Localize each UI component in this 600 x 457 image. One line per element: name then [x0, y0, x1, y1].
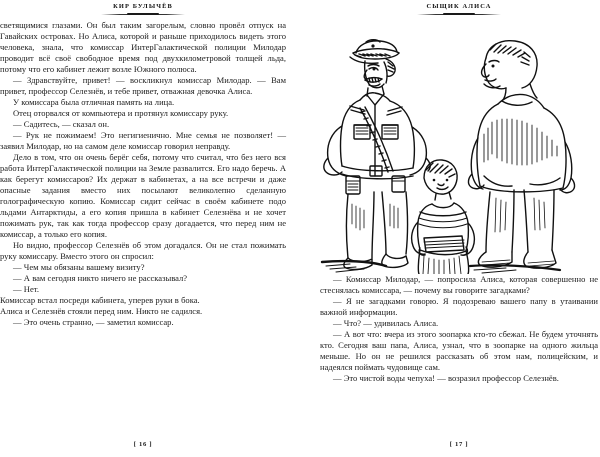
paragraph: — Я не загадками говорю. Я подозреваю вашего папу в утаивании важной информации. — [320, 296, 598, 318]
paragraph: У комиссара была отличная память на лица. — [13, 97, 175, 108]
paragraph: — Рук не пожимаем! Это негигиенично. Мне семья не позволяет! — заявил Милодар, но на самом деле комиссар говорил неправду. — [0, 130, 286, 152]
illustration-commissar-professor-girl — [320, 26, 598, 274]
paragraph: Алиса и Селезнёв стояли перед ним. Никто не садился. — [0, 306, 203, 317]
paragraph: Дело в том, что он очень берёг себя, потому что считал, что без него вся работа ИнтерГалактической полиции на Земле развалится. Его надо беречь. А как берегут комиссаров? Их держат в кабинетах, а на все встречи и даже опасные задания вместо них посылают великолепно сделанную голографическую копию. Комиссар сидит сейчас в своём кабинете подо льдами Антарктиды, а его копия пришла в кабинет Селезнёва и не хочет пожимать рук, так как тогда профессор сразу догадается, что перед ним не комиссар, а только его копия. — [0, 152, 286, 240]
paragraph: — Чем мы обязаны вашему визиту? — [13, 262, 145, 273]
paragraph: — Садитесь, — сказал он. — [13, 119, 110, 130]
page-number-right: [ 17 ] — [449, 441, 469, 448]
paragraph: — Нет. — [13, 284, 39, 295]
paragraph: — Что? — удивилась Алиса. — [333, 318, 439, 329]
right-page — [300, 0, 600, 457]
paragraph: — Комиссар Милодар, — попросила Алиса, которая совершенно не стеснялась комиссара, — почему вы говорите загадками? — [320, 274, 598, 296]
paragraph: — А вот что: вчера из этого зоопарка кто-то сбежал. Не будем уточнять кто. Сегодня ваш папа, Алиса, узнал, что в зоопарке на одного жильца меньше. Но он не решился рассказать об этом нам, полицейским, и надеялся поймать чудовище сам. — [320, 329, 598, 373]
paragraph: Отец оторвался от компьютера и протянул комиссару руку. — [13, 108, 229, 119]
paragraph: — Это чистой воды чепуха! — возразил профессор Селезнёв. — [333, 373, 559, 384]
running-head-left-text: КИР БУЛЫЧЁВ — [113, 3, 173, 10]
paragraph: Но видно, профессор Селезнёв об этом догадался. Он не стал пожимать руку комиссару. Вместо этого он спросил: — [0, 240, 286, 262]
left-page-textblock — [0, 20, 286, 328]
right-page-textblock — [320, 274, 598, 384]
paragraph: — Здравствуйте, привет! — воскликнул комиссар Милодар. — Вам привет, профессор Селезнёв, и тебе привет, отважная девочка Алиса. — [0, 75, 286, 97]
running-head-right-text: СЫЩИК АЛИСА — [426, 3, 492, 10]
paragraph: светящимися глазами. Он был таким загорелым, словно провёл отпуск на Гавайских островах. Но Алиса, которой и раньше приходилось видеть этого человека, знала, что комиссар ИнтерГалактической полиции Милодар проводит всё своё свободное время под двухкилометровой толщей льда, потому что его кабинет лежит возле Южного полюса. — [0, 20, 286, 75]
paragraph: — А вам сегодня никто ничего не рассказывал? — [13, 273, 188, 284]
page-number-left: [ 16 ] — [133, 441, 153, 448]
running-head-rule-right — [417, 13, 501, 16]
paragraph: Комиссар встал посреди кабинета, уперев руки в бока. — [0, 295, 200, 306]
paragraph: — Это очень странно, — заметил комиссар. — [13, 317, 174, 328]
running-head-rule-left — [101, 13, 185, 16]
running-head-right — [320, 0, 598, 16]
running-head-left — [0, 0, 286, 16]
